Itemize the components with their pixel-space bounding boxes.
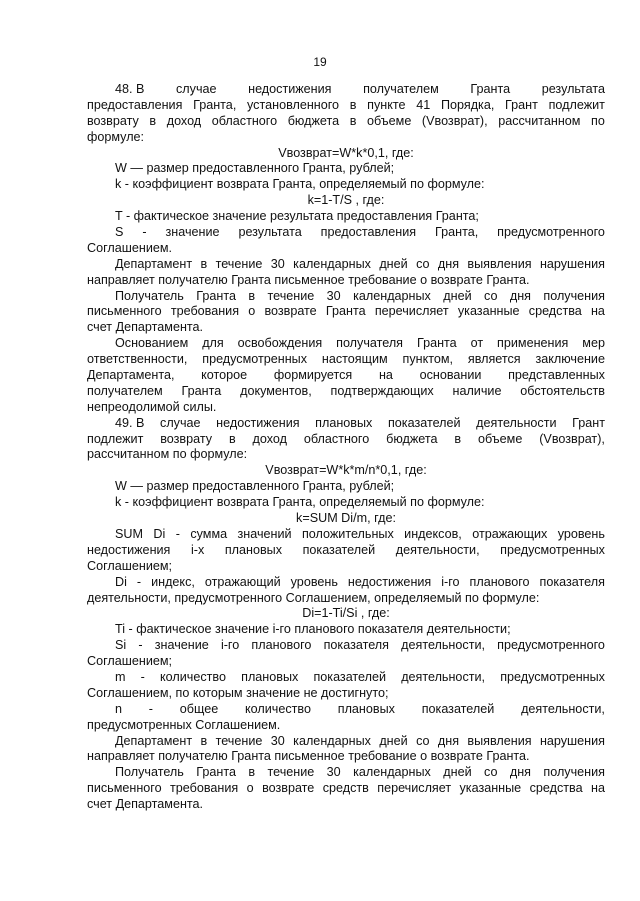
text-word: подтверждающих xyxy=(330,383,434,398)
text-line xyxy=(87,161,605,177)
text-word: Департамента, xyxy=(87,368,175,383)
text-word: освобождения xyxy=(237,336,323,351)
text-word: Di xyxy=(153,526,166,541)
text-word: количество xyxy=(160,669,226,684)
text-line xyxy=(87,114,605,130)
text-word: календарных xyxy=(353,288,431,303)
text-word: 30 xyxy=(270,733,285,748)
text-word: на xyxy=(378,368,393,383)
text-word: предоставления xyxy=(87,97,183,112)
text-word: в xyxy=(248,288,256,303)
text-word: указанные xyxy=(457,304,520,319)
text-word: (Vвозврат), xyxy=(421,113,488,128)
text-word: мер xyxy=(582,336,605,351)
text-word: Грант xyxy=(505,97,538,112)
text-word: Vвозврат=W*k*0,1, где: xyxy=(278,145,414,160)
text-line xyxy=(87,241,605,257)
text-word: Гранта xyxy=(181,383,222,398)
text-word: 30 xyxy=(326,288,341,303)
text-word: в xyxy=(200,733,208,748)
text-word: в xyxy=(149,113,157,128)
text-word: письменного xyxy=(87,304,162,319)
text-word: в xyxy=(349,97,357,112)
text-word: бюджета xyxy=(287,113,340,128)
text-word: Гранта xyxy=(196,288,236,303)
text-word: подлежит xyxy=(87,431,144,446)
text-word: индексов, xyxy=(404,526,462,541)
text-line xyxy=(87,368,605,384)
text-word: показателей xyxy=(421,701,495,716)
text-word: ответственности, xyxy=(87,352,188,367)
text-word: о xyxy=(246,781,254,796)
text-line xyxy=(87,177,605,193)
text-word: нарушения xyxy=(539,733,605,748)
text-word: показателей xyxy=(302,542,376,557)
text-word: от xyxy=(470,336,484,351)
text-word: недостижения xyxy=(216,415,300,430)
text-word: на xyxy=(590,304,605,319)
text-word: Порядка, xyxy=(440,97,495,112)
text-word: Гранта xyxy=(196,765,236,780)
text-line xyxy=(87,654,605,670)
text-word: требования xyxy=(170,304,240,319)
text-word: требования xyxy=(170,781,239,796)
text-word: настоящим xyxy=(321,352,388,367)
text-word: Di=1-Ti/Si , где: xyxy=(302,606,390,621)
text-word: предусмотренных xyxy=(500,542,605,557)
text-word: подлежит xyxy=(548,97,605,112)
text-word: показателя xyxy=(539,574,605,589)
text-word: положительных xyxy=(301,526,394,541)
text-word: в xyxy=(248,765,256,780)
text-word: средства xyxy=(528,304,582,319)
text-word: дня xyxy=(437,733,460,748)
text-word: для xyxy=(202,336,224,351)
text-line xyxy=(87,400,605,416)
text-word: Гранта, xyxy=(435,225,479,240)
text-word: результата xyxy=(238,225,302,240)
text-word: Гранта xyxy=(470,82,511,96)
text-word: отражающий xyxy=(204,574,281,589)
text-word: со xyxy=(416,256,430,271)
text-word: счет Департамента. xyxy=(87,320,204,335)
text-word: со xyxy=(484,765,498,780)
text-word: n xyxy=(115,701,123,716)
text-word: областного xyxy=(211,113,278,128)
text-word: бюджета xyxy=(386,431,438,446)
text-word: возврате xyxy=(262,781,315,796)
text-word: получения xyxy=(543,765,605,780)
text-word: SUM xyxy=(115,526,143,541)
text-word: недостижения xyxy=(248,82,332,96)
text-word: S xyxy=(115,225,124,240)
text-line xyxy=(87,495,605,511)
text-word: 49. В xyxy=(115,415,145,430)
text-word: деятельности, xyxy=(401,638,485,653)
text-word: показателя xyxy=(323,638,389,653)
text-word: объеме xyxy=(478,431,523,446)
text-word: является xyxy=(467,352,521,367)
text-line xyxy=(87,336,605,352)
text-line xyxy=(87,559,605,575)
text-word: наличие xyxy=(452,383,502,398)
text-word: представленных xyxy=(508,368,605,383)
text-word: T - фактическое значение результата предоставления Гранта; xyxy=(115,209,479,224)
text-word: выявления xyxy=(467,256,532,271)
text-word: направляет получателю Гранта письменное требование о возврате Гранта. xyxy=(87,749,530,764)
text-word: получателем xyxy=(87,383,163,398)
text-word: Гранта, xyxy=(193,97,237,112)
text-word: рассчитанном по формуле: xyxy=(87,447,248,462)
text-word: объеме xyxy=(366,113,412,128)
text-word: плановых xyxy=(241,669,299,684)
text-word: Грант xyxy=(572,415,605,430)
text-word: Получатель xyxy=(115,765,184,780)
text-word: случае xyxy=(176,82,217,96)
text-word: значение xyxy=(154,638,209,653)
text-line xyxy=(87,781,605,797)
text-word: применения xyxy=(497,336,569,351)
text-word: течение xyxy=(215,733,263,748)
text-word: календарных xyxy=(353,765,431,780)
text-line xyxy=(87,289,605,305)
text-word: Соглашением; xyxy=(87,654,173,669)
text-word: течение xyxy=(267,765,315,780)
text-line xyxy=(87,606,605,622)
text-word: - xyxy=(175,526,180,541)
text-word: формируется xyxy=(273,368,353,383)
text-word: m xyxy=(115,669,126,684)
text-line xyxy=(87,225,605,241)
text-word: предусмотренного xyxy=(497,225,605,240)
text-word: течение xyxy=(215,256,263,271)
text-word: получателя xyxy=(336,336,404,351)
text-word: предусмотренных xyxy=(500,669,605,684)
text-word: Основанием xyxy=(115,336,189,351)
text-word: показателей xyxy=(387,415,461,430)
text-word: дней xyxy=(379,733,408,748)
text-line xyxy=(87,511,605,527)
text-word: k - коэффициент возврата Гранта, определяемый по формуле: xyxy=(115,177,485,192)
text-word: в xyxy=(454,431,462,446)
text-line xyxy=(87,273,605,289)
text-line xyxy=(87,575,605,591)
text-line xyxy=(87,257,605,273)
text-word: пунктом, xyxy=(402,352,454,367)
text-word: средства xyxy=(529,781,583,796)
text-line xyxy=(87,352,605,368)
document-body xyxy=(87,82,605,813)
text-word: дней xyxy=(443,288,472,303)
text-line xyxy=(87,320,605,336)
text-word: k - коэффициент возврата Гранта, определяемый по формуле: xyxy=(115,495,485,510)
text-word: недостижения xyxy=(347,574,432,589)
text-word: Департамент xyxy=(115,733,193,748)
text-word: формуле: xyxy=(87,129,145,144)
text-word: значение xyxy=(165,225,220,240)
text-line xyxy=(87,622,605,638)
text-word: со xyxy=(416,733,430,748)
text-word: Получатель xyxy=(115,288,184,303)
text-word: деятельности, xyxy=(401,669,486,684)
text-word: Di xyxy=(115,574,127,589)
text-word: установленного xyxy=(247,97,340,112)
text-line xyxy=(87,797,605,813)
text-line xyxy=(87,193,605,209)
text-line xyxy=(87,98,605,114)
text-word: результата xyxy=(541,82,605,96)
text-word: - xyxy=(140,669,145,684)
text-word: Ti - фактическое значение i-го планового показателя деятельности; xyxy=(115,622,511,637)
text-line xyxy=(87,447,605,463)
text-word: Гранта xyxy=(325,304,366,319)
text-word: значений xyxy=(237,526,292,541)
text-word: нарушения xyxy=(539,256,605,271)
text-word: дня xyxy=(509,765,531,780)
text-line xyxy=(87,479,605,495)
text-word: предоставления xyxy=(320,225,417,240)
text-word: сумма xyxy=(190,526,228,541)
text-word: по xyxy=(591,113,605,128)
text-line xyxy=(87,765,605,781)
text-word: i-го xyxy=(220,638,240,653)
text-word: индекс, xyxy=(151,574,195,589)
text-word: предусмотренных xyxy=(202,352,308,367)
text-word: получателем xyxy=(363,82,439,96)
text-word: календарных xyxy=(293,733,371,748)
text-word: Соглашением; xyxy=(87,558,173,573)
text-line xyxy=(87,209,605,225)
text-line xyxy=(87,718,605,734)
text-word: - xyxy=(142,225,147,240)
text-word: обстоятельств xyxy=(520,383,605,398)
text-word: уровень xyxy=(557,526,605,541)
text-word: возврате xyxy=(264,304,317,319)
text-word: направляет получателю Гранта письменное требование о возврате Гранта. xyxy=(87,272,530,287)
text-word: плановых xyxy=(315,415,373,430)
text-word: 30 xyxy=(326,765,341,780)
text-word: заключение xyxy=(535,352,605,367)
text-word: областного xyxy=(303,431,370,446)
text-word: уровень xyxy=(290,574,338,589)
text-line xyxy=(87,432,605,448)
text-line xyxy=(87,734,605,750)
text-word: отражающих xyxy=(472,526,548,541)
text-word: доход xyxy=(166,113,202,128)
text-word: - xyxy=(148,701,153,716)
text-word: дня xyxy=(509,288,531,303)
text-word: непреодолимой силы. xyxy=(87,399,217,414)
text-word: получения xyxy=(543,288,605,303)
text-word: в xyxy=(228,431,236,446)
text-word: Департамент xyxy=(115,256,193,271)
text-word: Vвозврат=W*k*m/n*0,1, где: xyxy=(265,463,427,478)
text-word: плановых xyxy=(337,701,395,716)
text-word: - xyxy=(136,574,142,589)
text-word: плановых xyxy=(224,542,282,557)
text-line xyxy=(87,591,605,607)
text-word: случае xyxy=(160,415,201,430)
text-word: k=SUM Di/m, где: xyxy=(296,511,396,526)
text-word: i-х xyxy=(190,542,205,557)
text-word: календарных xyxy=(293,256,371,271)
text-word: со xyxy=(484,288,498,303)
text-line xyxy=(87,670,605,686)
text-line xyxy=(87,543,605,559)
text-word: перечисляет xyxy=(377,781,452,796)
text-word: 30 xyxy=(270,256,285,271)
text-word: (Vвозврат), xyxy=(539,431,605,446)
text-word: на xyxy=(591,781,605,796)
text-word: деятельности, xyxy=(395,542,480,557)
text-word: планового xyxy=(251,638,312,653)
text-line xyxy=(87,146,605,162)
text-word: о xyxy=(248,304,256,319)
text-word: k=1-T/S , где: xyxy=(307,193,385,208)
text-word: деятельности xyxy=(476,415,557,430)
text-line xyxy=(87,130,605,146)
text-word: указанные xyxy=(459,781,522,796)
text-line xyxy=(87,463,605,479)
text-word: Соглашением. xyxy=(87,240,173,255)
text-line xyxy=(87,304,605,320)
text-word: недостижения xyxy=(87,542,171,557)
text-line xyxy=(87,384,605,400)
text-word: письменного xyxy=(87,781,162,796)
text-word: W — размер предоставленного Гранта, рублей; xyxy=(115,161,395,176)
text-word: планового xyxy=(469,574,530,589)
text-word: средств xyxy=(322,781,369,796)
text-word: дня xyxy=(437,256,460,271)
text-word: рассчитанном xyxy=(498,113,581,128)
text-word: W — размер предоставленного Гранта, рублей; xyxy=(115,479,395,494)
text-word: возврату xyxy=(87,113,139,128)
text-word: - xyxy=(138,638,143,653)
text-word: возврату xyxy=(160,431,213,446)
text-word: основании xyxy=(419,368,482,383)
text-line xyxy=(87,527,605,543)
text-word: в xyxy=(349,113,357,128)
text-word: показателей xyxy=(313,669,387,684)
text-word: деятельности, предусмотренного Соглашением, определяемый по формуле: xyxy=(87,590,540,605)
page-number: 19 xyxy=(313,55,327,69)
text-line xyxy=(87,416,605,432)
text-word: деятельности, xyxy=(521,701,605,716)
text-word: перечисляет xyxy=(374,304,449,319)
text-word: количество xyxy=(245,701,311,716)
text-word: которое xyxy=(201,368,248,383)
text-word: доход xyxy=(252,431,287,446)
text-word: 48. В xyxy=(115,82,145,96)
text-word: течение xyxy=(267,288,315,303)
text-line xyxy=(87,82,605,98)
text-word: Si xyxy=(115,638,127,653)
text-word: 41 xyxy=(416,97,431,112)
text-word: в xyxy=(200,256,208,271)
text-word: Гранта xyxy=(416,336,457,351)
text-word: документов, xyxy=(240,383,312,398)
text-word: общее xyxy=(179,701,219,716)
text-word: предусмотренных Соглашением. xyxy=(87,717,281,732)
text-word: выявления xyxy=(467,733,532,748)
text-word: пункте xyxy=(367,97,406,112)
text-line xyxy=(87,638,605,654)
text-word: счет Департамента. xyxy=(87,797,204,812)
text-line xyxy=(87,749,605,765)
text-word: предусмотренного xyxy=(497,638,605,653)
text-line xyxy=(87,702,605,718)
text-line xyxy=(87,686,605,702)
text-word: Соглашением, по которым значение не достигнуто; xyxy=(87,685,389,700)
text-word: i-го xyxy=(441,574,460,589)
text-word: дней xyxy=(379,256,408,271)
text-word: дней xyxy=(443,765,472,780)
